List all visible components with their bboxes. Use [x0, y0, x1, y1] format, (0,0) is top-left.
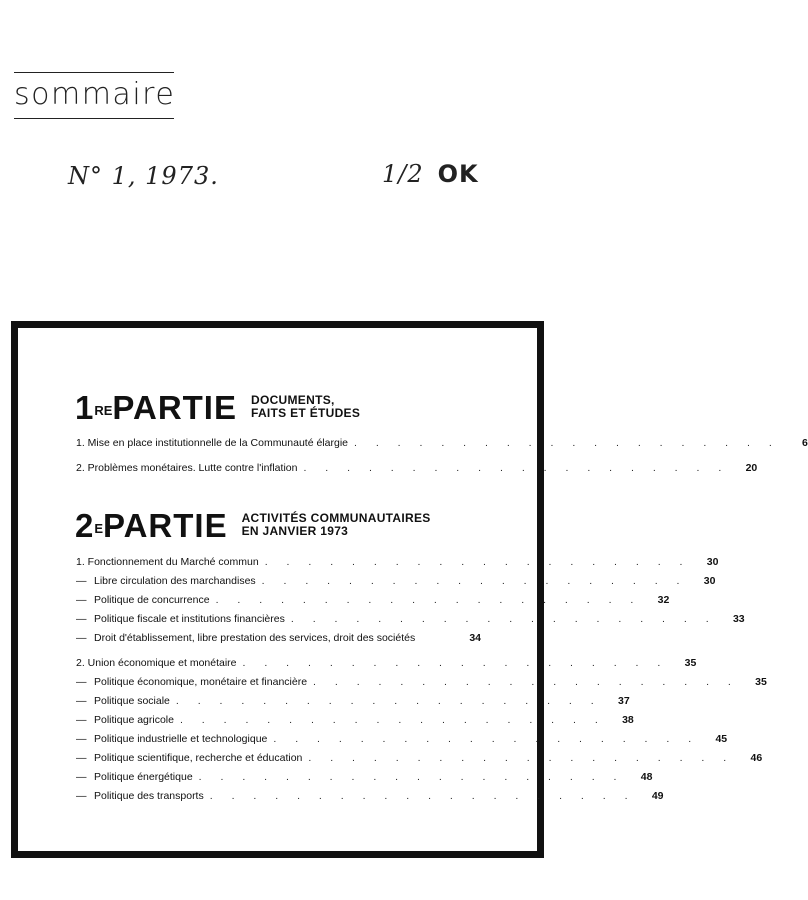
toc-entry[interactable]: 2. Problèmes monétaires. Lutte contre l'inflation . . . . . . . . . . . . . . . . . . . . 20	[76, 462, 758, 474]
toc-subentry[interactable]: — Politique de concurrence . . . . . . . . . . . . . . . . . . . . 32	[76, 594, 670, 606]
bottom-rule	[14, 118, 174, 119]
toc-subentry[interactable]: — Droit d'établissement, libre prestation des services, droit des sociétés 34	[76, 632, 481, 644]
page-title: sommaire	[14, 77, 176, 112]
toc-subentry[interactable]: — Politique agricole . . . . . . . . . . . . . . . . . . . . 38	[76, 714, 634, 726]
part2-subtitle: ACTIVITÉS COMMUNAUTAIRES EN JANVIER 1973	[241, 511, 431, 538]
toc-subentry[interactable]: — Politique scientifique, recherche et éducation . . . . . . . . . . . . . . . . . . . . 46	[76, 752, 763, 764]
toc-entry[interactable]: 2. Union économique et monétaire . . . . . . . . . . . . . . . . . . . . 35	[76, 657, 697, 669]
toc-subentry[interactable]: — Politique économique, monétaire et financière . . . . . . . . . . . . . . . . . . . . 35	[76, 676, 767, 688]
part1-header	[75, 390, 360, 426]
part2-entries	[76, 556, 767, 809]
handwritten-issue-note: N° 1, 1973.	[68, 162, 219, 190]
part1-title: 1REPARTIE	[75, 389, 237, 426]
handwritten-fraction: 1/2	[382, 160, 424, 188]
toc-subentry[interactable]: — Politique fiscale et institutions financières . . . . . . . . . . . . . . . . . . . . 33	[76, 613, 745, 625]
toc-subentry[interactable]: — Politique industrielle et technologique . . . . . . . . . . . . . . . . . . . . 45	[76, 733, 728, 745]
handwritten-ok: OK	[437, 160, 479, 188]
toc-subentry[interactable]: — Politique sociale . . . . . . . . . . . . . . . . . . . . 37	[76, 695, 630, 707]
handwritten-marks	[382, 160, 479, 188]
toc-entry[interactable]: 1. Fonctionnement du Marché commun . . . . . . . . . . . . . . . . . . . . 30	[76, 556, 719, 568]
part1-subtitle: DOCUMENTS, FAITS ET ÉTUDES	[250, 393, 361, 420]
toc-subentry[interactable]: — Politique énergétique . . . . . . . . . . . . . . . . . . . . 48	[76, 771, 653, 783]
table-of-contents-box	[11, 321, 808, 858]
toc-subentry[interactable]: — Libre circulation des marchandises . . . . . . . . . . . . . . . . . . . . 30	[76, 575, 716, 587]
toc-subentry[interactable]: — Politique des transports . . . . . . . . . . . . . . . . . . . . 49	[76, 790, 664, 802]
sommaire-header	[14, 72, 174, 119]
part2-header	[75, 508, 431, 544]
part1-entries	[76, 437, 808, 481]
toc-entry[interactable]: 1. Mise en place institutionnelle de la Communauté élargie . . . . . . . . . . . . . . . . . . . . 6	[76, 437, 808, 449]
part2-title: $2^EPARTIE$	[75, 507, 228, 544]
